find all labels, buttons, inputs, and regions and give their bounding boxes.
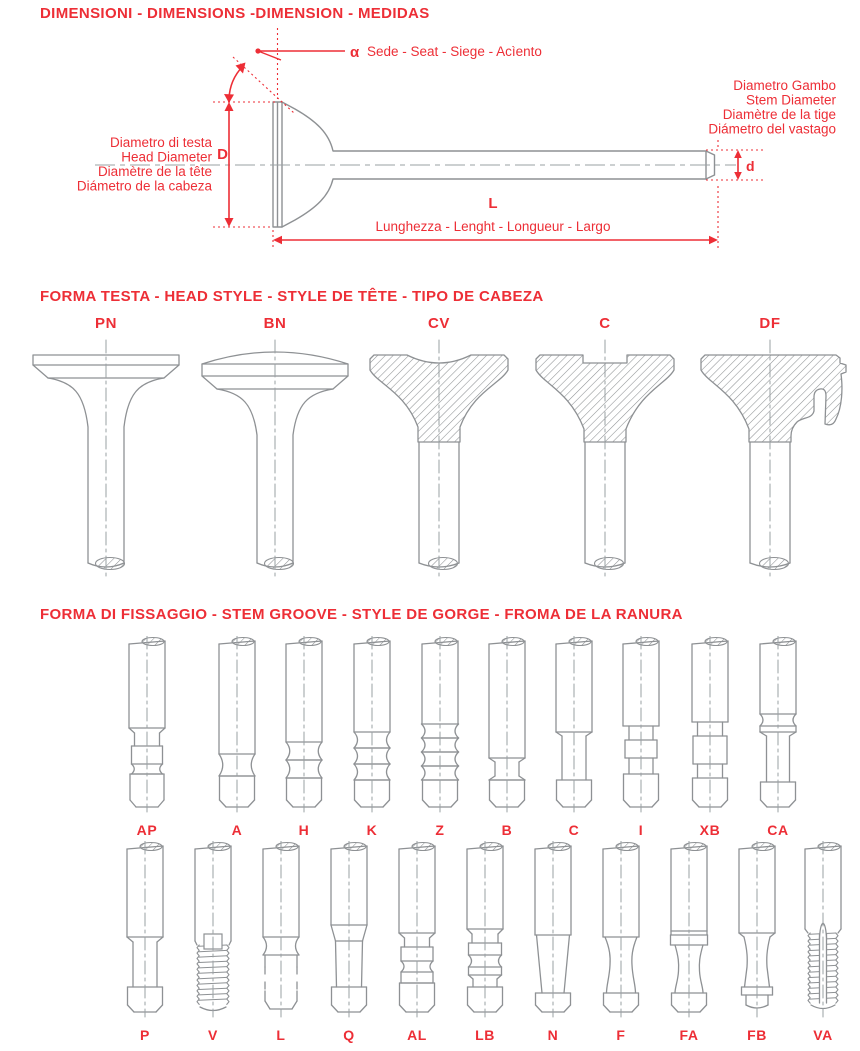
stem-groove-F: [591, 841, 651, 1043]
stem-groove-label: P: [140, 1027, 150, 1043]
stem-groove-label: LB: [475, 1027, 495, 1043]
stem-groove-label: Z: [435, 822, 445, 838]
stem-groove-label: F: [616, 1027, 626, 1043]
stem-groove-drawing-H: [274, 636, 334, 814]
head-style-PN: [21, 315, 191, 589]
stem-groove-label: FB: [747, 1027, 767, 1043]
stem-groove-label: I: [638, 822, 644, 838]
stem-groove-label: N: [547, 1027, 559, 1043]
stem-groove-title: FORMA DI FISSAGGIO - STEM GROOVE - STYLE DE GORGE - FROMA DE LA RANURA: [40, 606, 683, 623]
stem-groove-drawing-CA: [748, 636, 808, 814]
dim-D-symbol: D: [217, 146, 228, 163]
head-style-label: PN: [94, 315, 118, 332]
head-style-title: FORMA TESTA - HEAD STYLE - STYLE DE TÊTE - TIPO DE CABEZA: [40, 288, 544, 305]
dimension-extension-lines: [213, 28, 764, 248]
svg-text:Diamètre de la tête: Diamètre de la tête: [97, 164, 212, 179]
dim-L-symbol: L: [488, 195, 498, 212]
stem-groove-A: [207, 636, 267, 838]
svg-text:Stem Diameter: Stem Diameter: [745, 92, 836, 108]
stem-groove-drawing-I: [611, 636, 671, 814]
stem-diameter-label: [708, 78, 836, 137]
stem-groove-drawing-AP: [117, 636, 177, 814]
svg-text:Diámetro de la cabeza: Diámetro de la cabeza: [76, 178, 212, 194]
stem-groove-drawing-LB: [455, 841, 515, 1019]
stem-groove-label: AL: [407, 1027, 427, 1043]
stem-groove-label: A: [231, 822, 243, 838]
head-style-DF: [685, 315, 855, 589]
stem-groove-drawing-K: [342, 636, 402, 814]
stem-groove-drawing-V: [183, 841, 243, 1019]
stem-groove-label: CA: [767, 822, 789, 838]
svg-text:Diámetro del vastago: Diámetro del vastago: [708, 121, 836, 137]
stem-groove-XB: [680, 636, 740, 838]
stem-groove-VA: [793, 841, 853, 1043]
seat-leader-dot: [255, 48, 260, 53]
stem-groove-FA: [659, 841, 719, 1043]
stem-groove-N: [523, 841, 583, 1043]
stem-groove-drawing-AL: [387, 841, 447, 1019]
stem-groove-drawing-F: [591, 841, 651, 1019]
stem-groove-label: VA: [813, 1027, 833, 1043]
head-style-drawing-CV: [354, 332, 524, 584]
stem-groove-drawing-B: [477, 636, 537, 814]
stem-groove-CA: [748, 636, 808, 838]
stem-groove-drawing-Z: [410, 636, 470, 814]
stem-groove-drawing-L: [251, 841, 311, 1019]
stem-groove-label: XB: [699, 822, 721, 838]
stem-groove-label: FA: [679, 1027, 699, 1043]
seat-leader-line: [258, 51, 345, 60]
head-style-C: [520, 315, 690, 589]
stem-groove-label: Q: [343, 1027, 355, 1043]
head-style-label: BN: [263, 315, 287, 332]
stem-groove-Z: [410, 636, 470, 838]
head-style-CV: [354, 315, 524, 589]
stem-groove-label: B: [501, 822, 513, 838]
head-style-drawing-BN: [190, 332, 360, 584]
length-label: Lunghezza - Lenght - Longueur - Largo: [375, 219, 611, 234]
stem-groove-drawing-C: [544, 636, 604, 814]
stem-groove-L: [251, 841, 311, 1043]
stem-groove-H: [274, 636, 334, 838]
stem-groove-P: [115, 841, 175, 1043]
stem-groove-drawing-VA: [793, 841, 853, 1019]
stem-groove-label: L: [276, 1027, 286, 1043]
head-style-label: DF: [759, 315, 781, 332]
svg-text:Diamètre de la tige: Diamètre de la tige: [722, 107, 836, 122]
dimension-arrows: [229, 51, 738, 240]
valve-dimension-drawing: [0, 28, 860, 256]
stem-groove-drawing-XB: [680, 636, 740, 814]
dimensions-title: DIMENSIONI - DIMENSIONS -DIMENSION - MEDIDAS: [40, 5, 430, 22]
stem-groove-drawing-Q: [319, 841, 379, 1019]
stem-groove-Q: [319, 841, 379, 1043]
head-style-BN: [190, 315, 360, 589]
seat-label: Sede - Seat - Siege - Acìento: [367, 44, 542, 59]
stem-groove-V: [183, 841, 243, 1043]
stem-groove-drawing-A: [207, 636, 267, 814]
svg-text:Diametro di testa: Diametro di testa: [109, 135, 212, 150]
stem-groove-B: [477, 636, 537, 838]
stem-groove-label: H: [298, 822, 310, 838]
stem-groove-C: [544, 636, 604, 838]
head-style-drawing-C: [520, 332, 690, 584]
stem-groove-drawing-P: [115, 841, 175, 1019]
head-style-drawing-DF: [685, 332, 855, 584]
stem-groove-K: [342, 636, 402, 838]
svg-text:Head Diameter: Head Diameter: [121, 149, 212, 165]
stem-groove-LB: [455, 841, 515, 1043]
stem-groove-I: [611, 636, 671, 838]
stem-groove-FB: [727, 841, 787, 1043]
head-style-drawing-PN: [21, 332, 191, 584]
seat-angle-symbol: α: [350, 44, 360, 61]
stem-groove-label: AP: [136, 822, 158, 838]
stem-groove-AL: [387, 841, 447, 1043]
stem-groove-drawing-FB: [727, 841, 787, 1019]
stem-groove-label: C: [568, 822, 580, 838]
svg-text:Diametro Gambo: Diametro Gambo: [733, 78, 836, 93]
stem-groove-AP: [117, 636, 177, 838]
arrowheads: [224, 48, 742, 244]
stem-groove-drawing-FA: [659, 841, 719, 1019]
stem-groove-label: K: [366, 822, 378, 838]
head-style-label: C: [599, 315, 611, 332]
stem-groove-label: V: [208, 1027, 218, 1043]
head-style-label: CV: [427, 315, 451, 332]
stem-groove-drawing-N: [523, 841, 583, 1019]
head-diameter-label: [77, 135, 213, 194]
dim-d-symbol: d: [746, 158, 755, 174]
